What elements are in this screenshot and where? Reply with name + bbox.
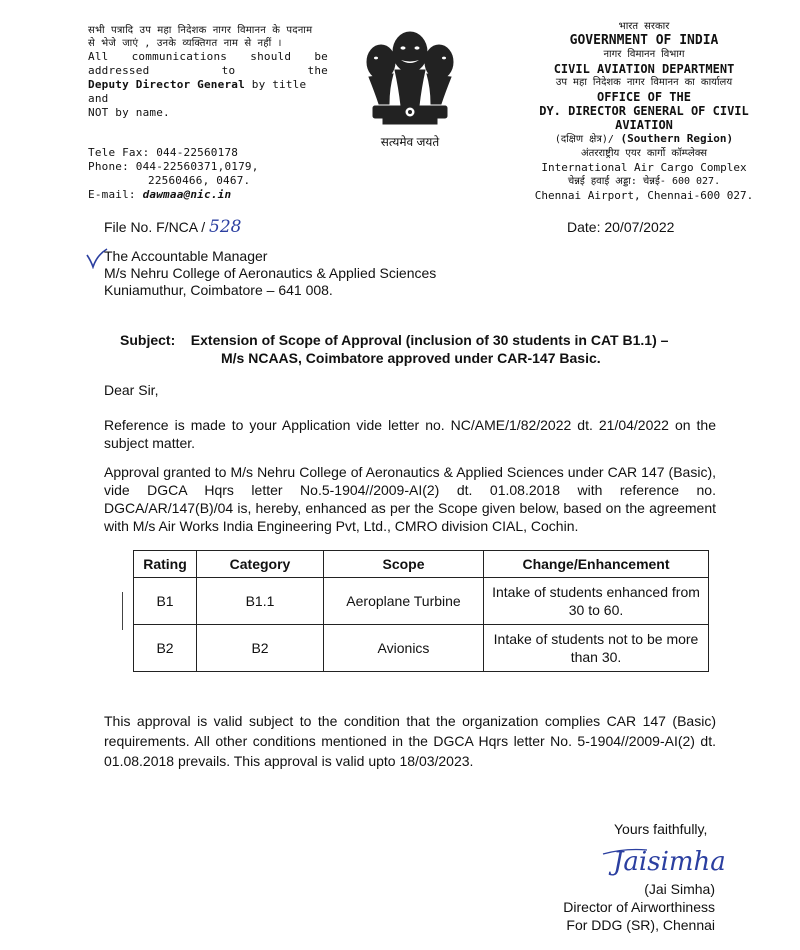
salutation: Dear Sir, <box>104 382 159 398</box>
table-header-row <box>134 551 709 578</box>
hindi-department: नागर विमानन विभाग <box>603 49 685 60</box>
column-header: Change/Enhancement <box>484 551 709 578</box>
table-cell: B2 <box>134 625 197 672</box>
email-line: E-mail: dawmaa@nic.in <box>88 188 232 201</box>
table-cell: Avionics <box>324 625 484 672</box>
address-line: Kuniamuthur, Coimbatore – 641 008. <box>104 282 333 298</box>
scope-table <box>133 550 709 672</box>
airport-address: Chennai Airport, Chennai-600 027. <box>534 189 754 202</box>
hindi-airport-address: चेन्नई हवाई अड्डा: चेन्नई- 600 027. <box>567 176 721 187</box>
column-header: Scope <box>324 551 484 578</box>
table-cell: B1.1 <box>197 578 324 625</box>
communication-line-4: NOT by name. <box>88 106 170 119</box>
table-cell: Aeroplane Turbine <box>324 578 484 625</box>
table-cell: Intake of students enhanced from 30 to 60. <box>484 578 709 625</box>
office-line-1: OFFICE OF THE <box>597 90 691 104</box>
phone-line-1: Phone: 044-22560371,0179, <box>88 160 259 173</box>
column-header: Rating <box>134 551 197 578</box>
communication-line-3: Deputy Director General by title and <box>88 78 307 105</box>
hindi-government: भारत सरकार <box>618 21 670 32</box>
table-row <box>134 625 709 672</box>
paragraph-reference: Reference is made to your Application vide letter no. NC/AME/1/82/2022 dt. 21/04/2022 on the subject matter. <box>104 417 716 451</box>
sender-instructions <box>88 24 328 202</box>
signature-icon <box>595 832 765 882</box>
government-of-india: GOVERNMENT OF INDIA <box>569 33 719 48</box>
office-letterhead <box>520 20 768 203</box>
subject-line-2: M/s NCAAS, Coimbatore approved under CAR-147 Basic. <box>221 350 601 366</box>
subject-line-1: Subject: Extension of Scope of Approval (inclusion of 30 students in CAT B1.1) – <box>120 332 669 348</box>
region-line: (दक्षिण क्षेत्र)/ (Southern Region) <box>554 132 734 145</box>
handwritten-file-number: 528 <box>209 217 242 237</box>
paragraph-validity: This approval is valid subject to the condition that the organization complies CAR 147 (Basic) requirements. All other conditions mentioned in the DGCA Hqrs letter No. 5-1904//2009-AI(2) dt. 01.08.2018 prevails. This approval is valid upto 18/03/2023. <box>104 713 716 769</box>
national-emblem <box>355 22 465 150</box>
signatory-for: For DDG (SR), Chennai <box>566 917 715 933</box>
address-line: The Accountable Manager <box>104 248 268 264</box>
table-row <box>134 578 709 625</box>
file-number-line: File No. F/NCA / 528 <box>104 217 242 237</box>
communication-line-2: addressed to the <box>88 64 328 77</box>
office-line-3: AVIATION <box>615 118 673 132</box>
table-cell: B1 <box>134 578 197 625</box>
deputy-director-general-text: Deputy Director General <box>88 78 245 91</box>
subject-label: Subject: <box>120 332 176 348</box>
contact-block <box>88 146 328 202</box>
office-line-2: DY. DIRECTOR GENERAL OF CIVIL <box>539 104 749 118</box>
emblem-motto: सत्यमेव जयते <box>380 135 440 149</box>
hindi-office: उप महा निदेशक नागर विमानन का कार्यालय <box>555 77 733 88</box>
hindi-instruction-line-1: सभी पत्रादि उप महा निदेशक नागर विमानन के पदनाम <box>88 25 313 36</box>
telefax: Tele Fax: 044-22560178 <box>88 146 239 159</box>
svg-text:Jaisimha: Jaisimha <box>613 847 726 877</box>
table-cell: Intake of students not to be more than 30. <box>484 625 709 672</box>
hindi-instruction-line-2: से भेजे जाएं , उनके व्यक्तिगत नाम से नहीं । <box>88 38 282 49</box>
phone-line-2: 22560466, 0467. <box>148 174 251 187</box>
handwritten-signature <box>595 832 765 887</box>
table-cell: B2 <box>197 625 324 672</box>
closing-phrase: Yours faithfully, <box>614 821 708 837</box>
email-address: dawmaa@nic.in <box>142 188 232 201</box>
subject <box>120 331 720 367</box>
communication-line-1: All communications should be <box>88 50 328 63</box>
cargo-complex: International Air Cargo Complex <box>541 161 747 174</box>
lion-capital-emblem-icon <box>355 22 465 132</box>
civil-aviation-department: CIVIL AVIATION DEPARTMENT <box>553 62 735 76</box>
margin-mark <box>122 592 123 630</box>
signatory-block <box>560 880 715 934</box>
signatory-name: (Jai Simha) <box>644 881 715 897</box>
column-header: Category <box>197 551 324 578</box>
signatory-designation: Director of Airworthiness <box>563 899 715 915</box>
hindi-cargo-complex: अंतरराष्ट्रीय एयर कार्गो कॉम्प्लेक्स <box>581 148 707 159</box>
paragraph-approval: Approval granted to M/s Nehru College of Aeronautics & Applied Sciences under CAR 147 (Basic), vide DGCA Hqrs letter No.5-1904//2009-AI(2) dt. 01.08.2018 with reference no. DGCA/AR/147(B)/04 is, hereby, enhanced as per the Scope given below, based on the agreement with M/s Air Works India Engineering Pvt, Ltd., CMRO division CIAL, Cochin. <box>104 464 716 534</box>
recipient-address <box>104 248 436 299</box>
address-line: M/s Nehru College of Aeronautics & Applied Sciences <box>104 265 437 281</box>
letter-date: Date: 20/07/2022 <box>567 219 675 235</box>
